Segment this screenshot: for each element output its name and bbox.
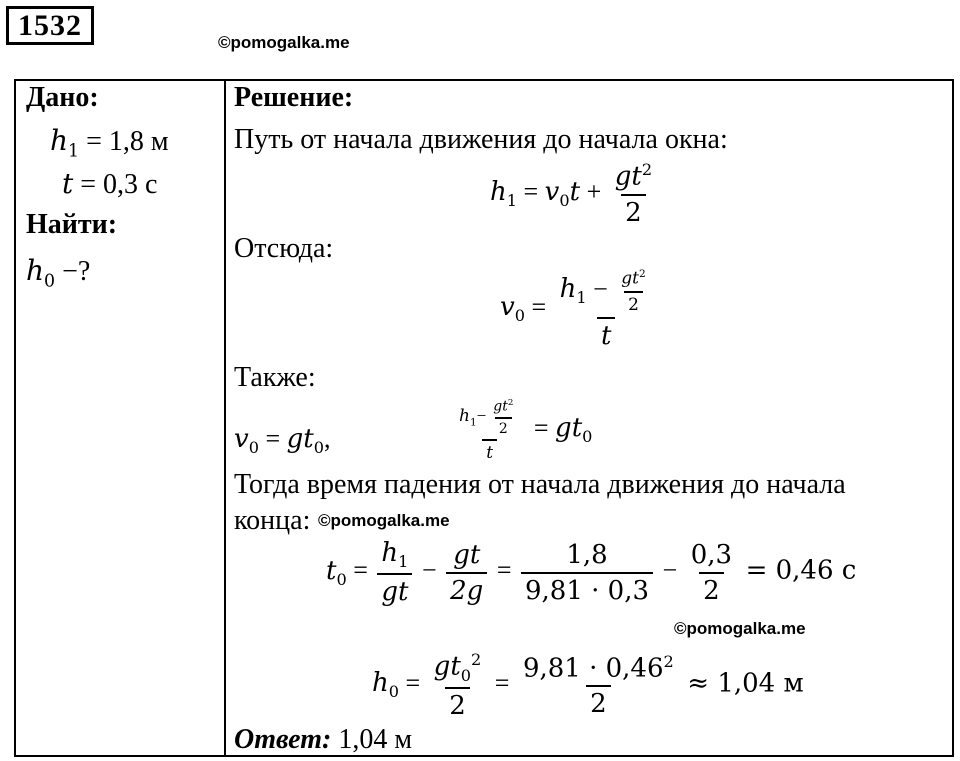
given-h1: $h_1 = 1,8$ м <box>50 124 169 162</box>
solution-line-path: Путь от начала движения до начала окна: <box>234 124 728 155</box>
solution-line-also: Также: <box>234 362 316 393</box>
formula-h0-calc: $h_0$ = $\frac{gt_0^2}{2}$ = $\frac{9,81 \cdot 0,46^2}{2}$ ≈ 1,04 м <box>372 650 804 721</box>
watermark-top: ©pomogalka.me <box>218 33 350 52</box>
watermark-bottom: ©pomogalka.me <box>674 619 806 638</box>
answer <box>234 724 412 756</box>
find-h0: $h_0$ −? <box>26 254 91 292</box>
answer-label: Ответ: <box>234 724 332 755</box>
solution-line-then: Тогда время падения от начала движения до начала <box>234 469 846 500</box>
problem-number: 1532 <box>6 6 94 45</box>
solution-heading: Решение: <box>234 82 354 113</box>
given-t: t = 0,3 с <box>62 167 158 200</box>
solution-line-end: конца: <box>234 505 311 536</box>
find-heading: Найти: <box>26 209 118 240</box>
answer-value: 1,04 м <box>338 724 413 755</box>
solution-line-hence: Отсюда: <box>234 233 334 264</box>
formula-equation-t0: $h_1-$ $\frac{gt^2}{2}$ t = $gt_0$ <box>459 398 593 463</box>
given-heading: Дано: <box>26 82 99 113</box>
formula-v0-gt0: $v_0 = gt_0$, <box>234 424 331 458</box>
formula-t0-calc: $t_0$ = $\frac{h_1}{gt}$ − $\frac{gt}{2g}$ = $\frac{1,8}{9,81 \cdot 0,3}$ − $\frac{0,3}{2}$ = 0,46 с <box>326 538 857 608</box>
column-divider <box>224 79 226 757</box>
formula-h1: $h_1 = v_0t$ + $\frac{gt^2}{2}$ <box>490 160 653 228</box>
watermark-middle: ©pomogalka.me <box>318 511 450 530</box>
formula-v0: $v_0$ = $h_1$ − $\frac{gt^2}{2}$ t <box>500 268 646 351</box>
